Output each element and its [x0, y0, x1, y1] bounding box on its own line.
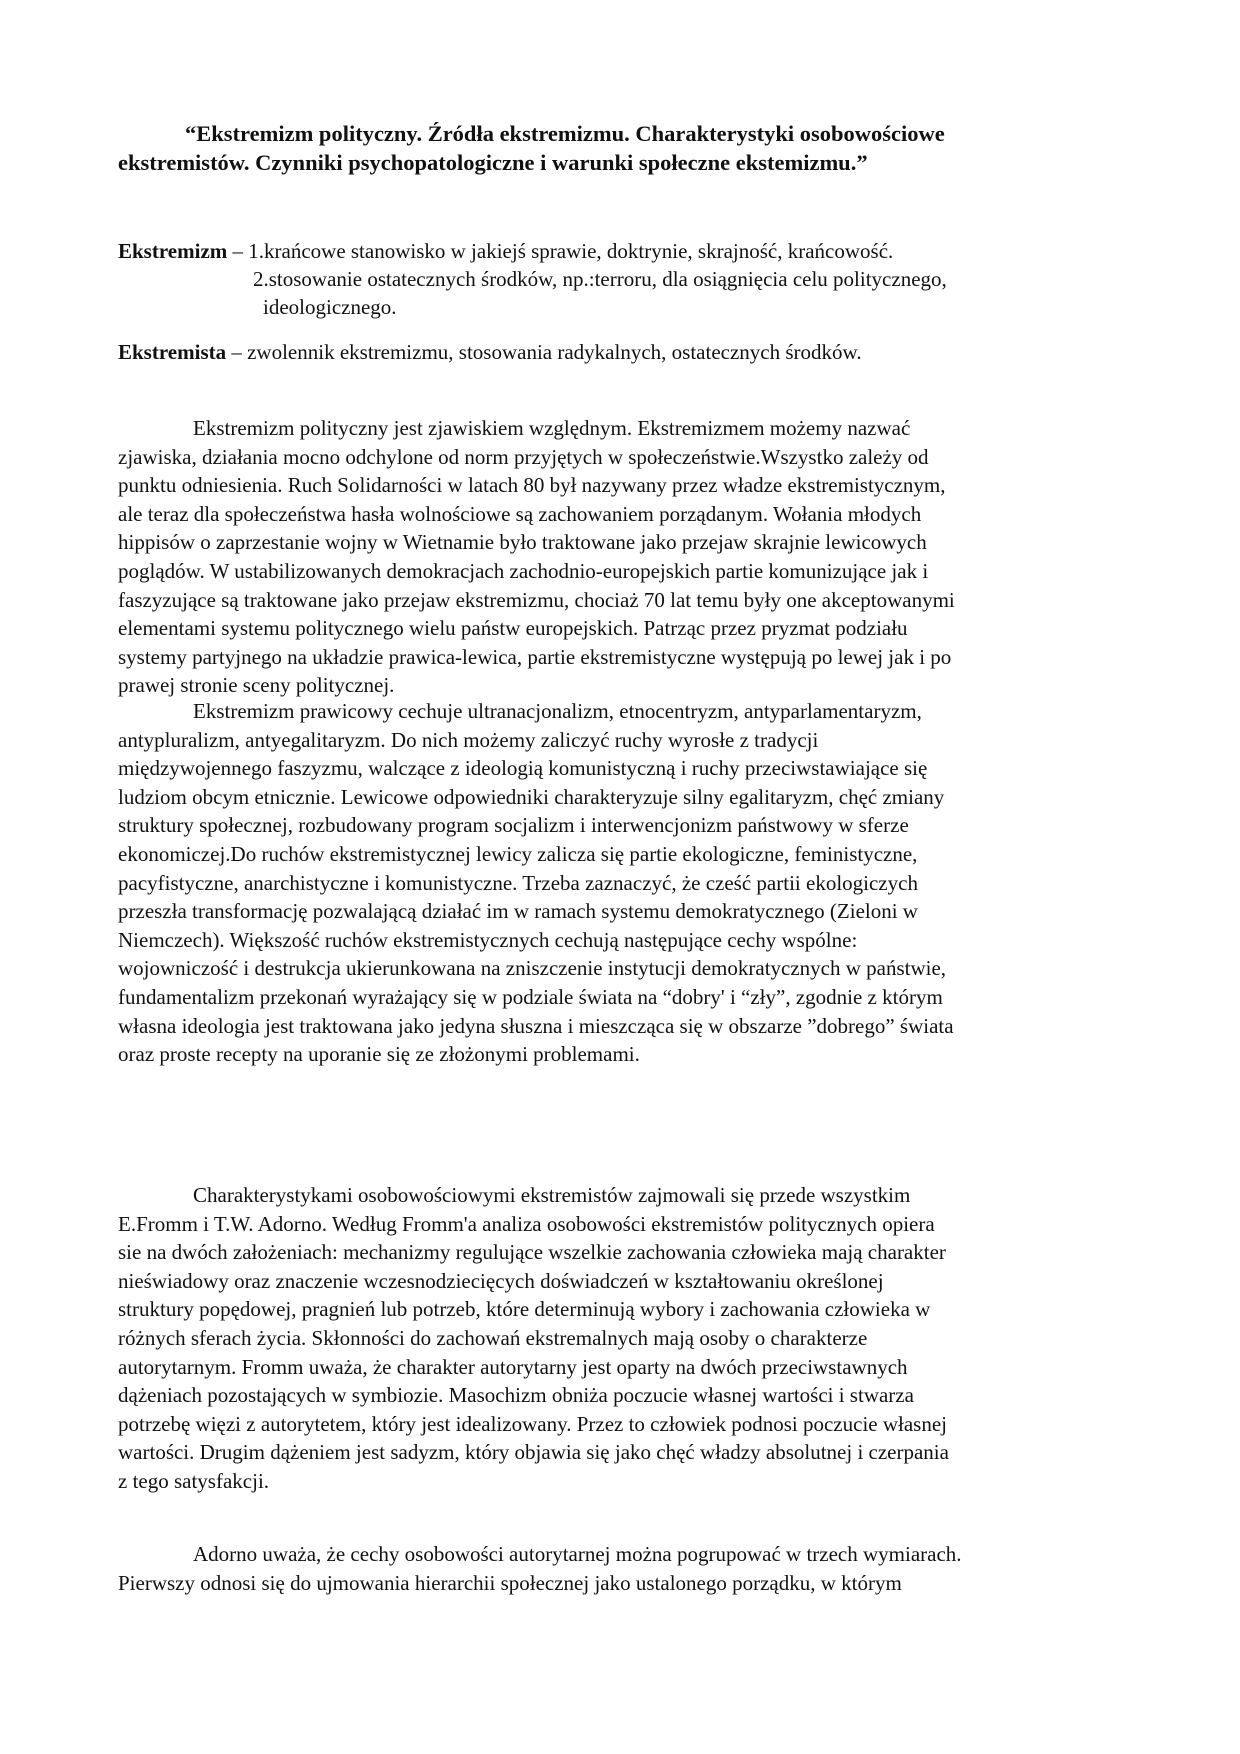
paragraph-line: Ekstremizm prawicowy cechuje ultranacjonalizm, etnocentryzm, antyparlamentaryzm, — [193, 699, 922, 723]
paragraph-line: ludziom obcym etnicznie. Lewicowe odpowiedniki charakteryzuje silny egalitaryzm, chęć zmiany — [118, 784, 945, 809]
paragraph-personality — [118, 1181, 1128, 1496]
paragraph-line: ekonomiczej.Do ruchów ekstremistycznej lewicy zalicza się partie ekologiczne, feministyczne, — [118, 841, 918, 866]
paragraph-line: struktury społecznej, rozbudowany program socjalizm i interwencjonizm państwowy w sferze — [118, 813, 909, 838]
title-line: “Ekstremizm polityczny. Źródła ekstremizmu. Charakterystyki osobowościowe — [185, 121, 945, 146]
paragraph-line: zjawiska, działania mocno odchylone od norm przyjętych w społeczeństwie.Wszystko zależy od — [118, 444, 929, 469]
paragraph-line: przeszła transformację pozwalającą działać im w ramach systemu demokratycznego (Zieloni w — [118, 899, 918, 924]
definition-separator: – — [226, 340, 248, 364]
paragraph-adorno — [118, 1540, 1128, 1597]
paragraph-line: punktu odniesienia. Ruch Solidarności w latach 80 był nazywany przez władze ekstremistycznym, — [118, 473, 946, 498]
paragraph-line: potrzebę więzi z autorytetem, który jest idealizowany. Przez to człowiek podnosi poczucie własnej — [118, 1411, 947, 1436]
paragraph-line: prawej stronie sceny politycznej. — [118, 673, 395, 698]
paragraph-line: różnych sferach życia. Skłonności do zachowań ekstremalnych mają osoby o charakterze — [118, 1325, 868, 1350]
title-line: ekstremistów. Czynniki psychopatologiczne i warunki społeczne ekstemizmu.” — [118, 150, 868, 175]
paragraph-line: nieświadowy oraz znaczenie wczesnodziecięcych doświadczeń w kształtowaniu określonej — [118, 1268, 884, 1293]
definition-term: Ekstremista — [118, 340, 227, 364]
definition-term: Ekstremizm — [118, 239, 228, 263]
paragraph-line: własna ideologia jest traktowana jako jedyna słuszna i mieszcząca się w obszarze ”dobrego” świata — [118, 1013, 954, 1038]
paragraph-line: fundamentalizm przekonań wyrażający się w podziale świata na “dobry' i “zły”, zgodnie z którym — [118, 984, 943, 1009]
paragraph-line: międzywojennego faszyzmu, walczące z ideologią komunistyczną i ruchy przeciwstawiające się — [118, 756, 928, 781]
definition-line: zwolennik ekstremizmu, stosowania radykalnych, ostatecznych środków. — [247, 340, 862, 364]
paragraph-line: Ekstremizm polityczny jest zjawiskiem względnym. Ekstremizmem możemy nazwać — [193, 416, 911, 440]
document-title — [118, 119, 1118, 177]
paragraph-line: wojowniczość i destrukcja ukierunkowana na zniszczenie instytucji demokratycznych w państwie, — [118, 956, 947, 981]
definition-separator: – — [227, 239, 249, 263]
paragraph-line: hippisów o zaprzestanie wojny w Wietnamie było traktowane jako przejaw skrajnie lewicowych — [118, 530, 927, 555]
paragraph-line: poglądów. W ustabilizowanych demokracjach zachodnio-europejskich partie komunizujące jak i — [118, 558, 929, 583]
paragraph-line: ale teraz dla społeczeństwa hasła wolnościowe są zachowaniem porządanym. Wołania młodych — [118, 501, 922, 526]
paragraph-line: Adorno uważa, że cechy osobowości autorytarnej można pogrupować w trzech wymiarach. — [193, 1542, 962, 1566]
paragraph-line: wartości. Drugim dążeniem jest sadyzm, który objawia się jako chęć władzy absolutnej i czerpania — [118, 1440, 949, 1465]
paragraph-line: autorytarnym. Fromm uważa, że charakter autorytarny jest oparty na dwóch przeciwstawnych — [118, 1354, 908, 1379]
definition-ekstremista — [118, 338, 862, 366]
paragraph-line: Niemczech). Większość ruchów ekstremistycznych cechują następujące cechy wspólne: — [118, 927, 858, 952]
paragraph-line: Pierwszy odnosi się do ujmowania hierarchii społecznej jako ustalonego porządku, w którym — [118, 1570, 902, 1595]
paragraph-line: dążeniach pozostających w symbiozie. Masochizm obniża poczucie własnej wartości i stwarza — [118, 1383, 914, 1408]
paragraph-right-left-extremism — [118, 697, 1128, 1069]
paragraph-relativity — [118, 414, 1128, 700]
definition-line: 2.stosowanie ostatecznych środków, np.:terroru, dla osiągnięcia celu politycznego, — [253, 267, 947, 291]
definition-line: 1.krańcowe stanowisko w jakiejś sprawie, doktrynie, skrajność, krańcowość. — [248, 239, 894, 263]
paragraph-line: E.Fromm i T.W. Adorno. Według Fromm'a analiza osobowości ekstremistów politycznych opiera — [118, 1211, 935, 1236]
paragraph-line: z tego satysfakcji. — [118, 1468, 270, 1493]
paragraph-line: elementami systemu politycznego wielu państw europejskich. Patrząc przez pryzmat podziału — [118, 616, 908, 641]
definition-ekstremizm — [118, 237, 947, 321]
paragraph-line: faszyzujące są traktowane jako przejaw ekstremizmu, chociaż 70 lat temu były one akceptowanymi — [118, 587, 955, 612]
paragraph-line: sie na dwóch założeniach: mechanizmy regulujące wszelkie zachowania człowieka mają charakter — [118, 1240, 946, 1265]
paragraph-line: struktury popędowej, pragnień lub potrzeb, które determinują wybory i zachowania człowieka w — [118, 1297, 931, 1322]
paragraph-line: pacyfistyczne, anarchistyczne i komunistyczne. Trzeba zaznaczyć, że cześć partii ekologiczych — [118, 870, 918, 895]
paragraph-line: Charakterystykami osobowościowymi ekstremistów zajmowali się przede wszystkim — [193, 1183, 911, 1207]
paragraph-line: oraz proste recepty na uporanie się ze złożonymi problemami. — [118, 1042, 640, 1067]
paragraph-line: systemy partyjnego na układzie prawica-lewica, partie ekstremistyczne występują po lewej jak i po — [118, 644, 952, 669]
definition-line: ideologicznego. — [263, 295, 397, 319]
paragraph-line: antypluralizm, antyegalitaryzm. Do nich możemy zaliczyć ruchy wyrosłe z tradycji — [118, 727, 819, 752]
